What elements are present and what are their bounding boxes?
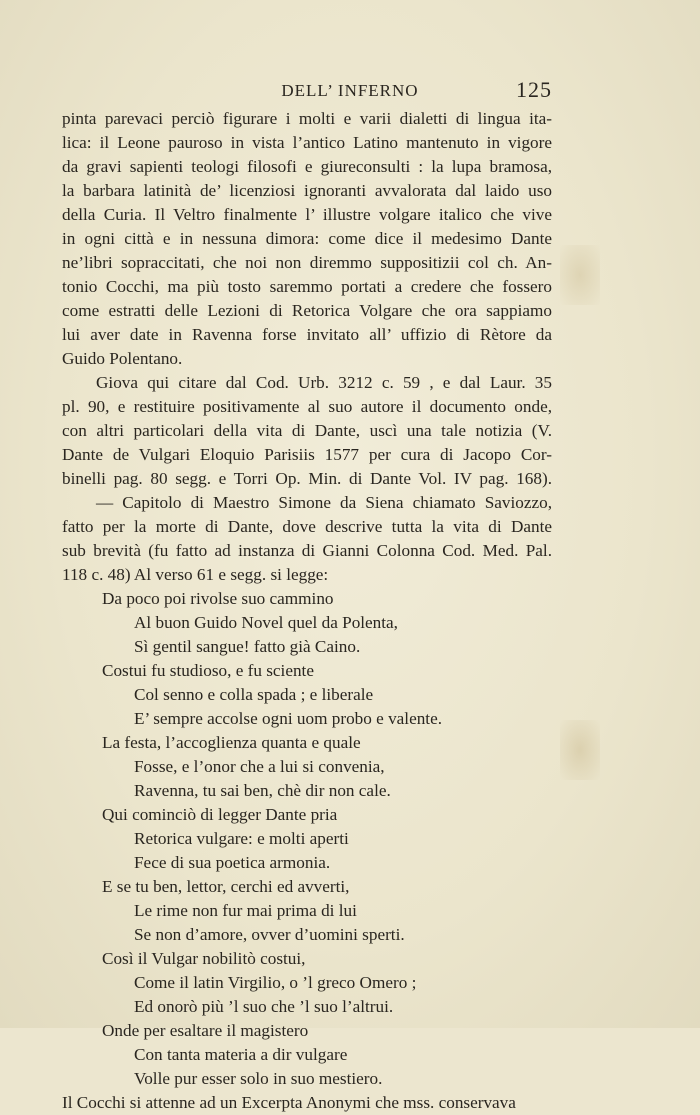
text-line: binelli pag. 80 segg. e Torri Op. Min. di Dante Vol. IV pag. 168). <box>62 469 552 488</box>
text-line: ne’libri sopraccitati, che noi non diremmo suppositizii col ch. An- <box>62 253 552 272</box>
verse-line: Con tanta materia a dir vulgare <box>134 1045 348 1064</box>
verse-line: Come il latin Virgilio, o ’l greco Omero ; <box>134 973 417 992</box>
verse-line: Qui cominciò di legger Dante pria <box>102 805 338 824</box>
verse-line: Onde per esaltare il magistero <box>102 1021 309 1040</box>
page-number: 125 <box>516 77 552 102</box>
text-line: fatto per la morte di Dante, dove descrive tutta la vita di Dante <box>62 517 552 536</box>
text-line: lica: il Leone pauroso in vista l’antico Latino mantenuto in vigore <box>62 133 552 152</box>
body-text <box>62 107 552 1115</box>
verse-line: Col senno e colla spada ; e liberale <box>134 685 374 704</box>
verse-line: Fosse, e l’onor che a lui si convenia, <box>134 757 385 776</box>
text-line: Dante de Vulgari Eloquio Parisiis 1577 per cura di Jacopo Cor- <box>62 445 552 464</box>
text-line: come estratti delle Lezioni di Retorica Volgare che ora sappiamo <box>62 301 552 320</box>
text-line: tonio Cocchi, ma più tosto saremmo portati a credere che fossero <box>62 277 552 296</box>
paper-stain <box>560 245 600 305</box>
verse-line: Sì gentil sangue! fatto già Caino. <box>134 637 361 656</box>
verse-line: Se non d’amore, ovver d’uomini sperti. <box>134 925 405 944</box>
verse-line: Costui fu studioso, e fu sciente <box>102 661 314 680</box>
text-line: Giova qui citare dal Cod. Urb. 3212 c. 59 , e dal Laur. 35 <box>96 373 552 392</box>
paper-stain <box>560 720 600 780</box>
verse-line: Fece di sua poetica armonia. <box>134 853 331 872</box>
text-line: Il Cocchi si attenne ad un Excerpta Anonymi che mss. conservava <box>62 1093 516 1112</box>
verse-line: E se tu ben, lettor, cerchi ed avverti, <box>102 877 350 896</box>
verse-line: E’ sempre accolse ogni uom probo e valente. <box>134 709 442 728</box>
verse-line: Ravenna, tu sai ben, chè dir non cale. <box>134 781 391 800</box>
text-line: lui aver date in Ravenna forse invitato all’ uffizio di Rètore da <box>62 325 552 344</box>
verse-line: Al buon Guido Novel quel da Polenta, <box>134 613 398 632</box>
text-line: — Capitolo di Maestro Simone da Siena chiamato Saviozzo, <box>96 493 552 512</box>
verse-line: Ed onorò più ’l suo che ’l suo l’altrui. <box>134 997 394 1016</box>
verse-line: Così il Vulgar nobilitò costui, <box>102 949 306 968</box>
text-line: sub brevità (fu fatto ad instanza di Gianni Colonna Cod. Med. Pal. <box>62 541 552 560</box>
verse-line: Le rime non fur mai prima di lui <box>134 901 357 920</box>
verse-line: Retorica vulgare: e molti aperti <box>134 829 349 848</box>
verse-line: La festa, l’accoglienza quanta e quale <box>102 733 361 752</box>
text-line: in ogni città e in nessuna dimora: come dice il medesimo Dante <box>62 229 552 248</box>
text-line: 118 c. 48) Al verso 61 e segg. si legge: <box>62 565 329 584</box>
text-line: la barbara latinità de’ licenziosi ignoranti avvalorata dal laido uso <box>62 181 552 200</box>
running-title: DELL’ INFERNO <box>281 81 419 100</box>
text-line: da gravi sapienti teologi filosofi e giureconsulti : la lupa bramosa, <box>62 157 552 176</box>
text-line: con altri particolari della vita di Dante, uscì una tale notizia (V. <box>62 421 552 440</box>
text-line: pl. 90, e restituire positivamente al suo autore il documento onde, <box>62 397 552 416</box>
text-line: pinta parevaci perciò figurare i molti e varii dialetti di lingua ita- <box>62 109 552 128</box>
verse-line: Da poco poi rivolse suo cammino <box>102 589 334 608</box>
text-line: Guido Polentano. <box>62 349 183 368</box>
text-line: della Curia. Il Veltro finalmente l’ illustre volgare italico che vive <box>62 205 552 224</box>
verse-line: Volle pur esser solo in suo mestiero. <box>134 1069 383 1088</box>
page-header <box>0 78 700 104</box>
